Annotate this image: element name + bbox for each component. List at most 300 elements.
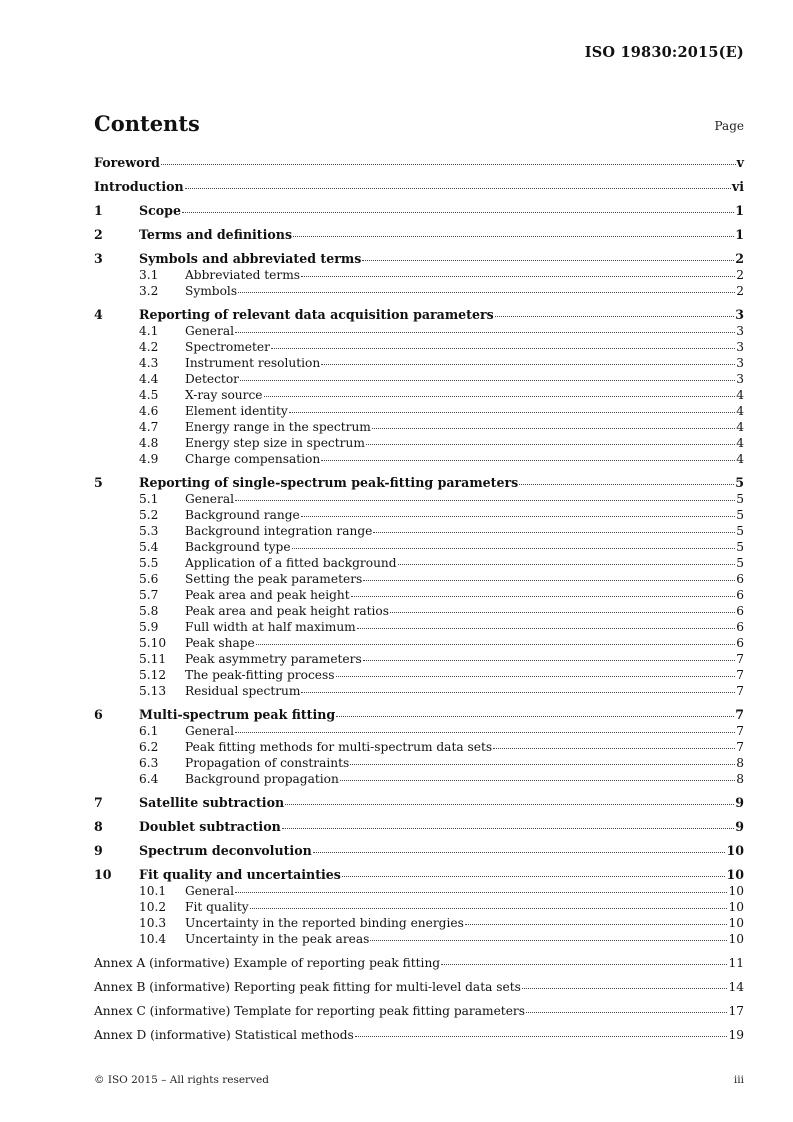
toc-page-number: 3 xyxy=(736,324,744,338)
toc-number-text: 10.4 xyxy=(139,932,167,946)
toc-subentry[interactable] xyxy=(94,267,744,283)
toc-entry-title xyxy=(94,1003,525,1019)
toc-entry-number xyxy=(94,387,185,403)
toc-number-text: 3.2 xyxy=(139,284,159,298)
toc-entry-number xyxy=(94,227,139,243)
toc-number-text: 10.1 xyxy=(139,884,167,898)
toc-entry-number xyxy=(94,475,139,491)
toc-gap xyxy=(94,1019,744,1027)
annex-title: Reporting peak fitting for multi-level data sets xyxy=(233,980,521,994)
toc-page-number: 10 xyxy=(728,916,744,930)
dot-leader xyxy=(519,483,734,485)
toc-page-number: 5 xyxy=(736,556,744,570)
toc-entry-title: Fit quality xyxy=(185,900,249,914)
toc-entry-title: Full width at half maximum xyxy=(185,620,356,634)
dot-leader xyxy=(373,531,735,533)
toc-page-number: 3 xyxy=(736,372,744,386)
toc-entry-number xyxy=(94,667,185,683)
toc-page-number: v xyxy=(736,155,744,170)
dot-leader xyxy=(292,547,736,549)
toc-gap xyxy=(94,859,744,867)
toc-number-text: 4.6 xyxy=(139,404,159,418)
toc-annex-entry[interactable] xyxy=(94,979,744,995)
toc-page-number: 9 xyxy=(735,795,744,810)
toc-page-number: 7 xyxy=(735,707,744,722)
page-number: iii xyxy=(733,1074,744,1086)
toc-entry-title xyxy=(94,1027,354,1043)
dot-leader xyxy=(362,259,734,261)
toc-number-text: 7 xyxy=(94,795,103,810)
toc-entry-number xyxy=(94,795,139,811)
toc-entry-number xyxy=(94,635,185,651)
toc-subentry[interactable] xyxy=(94,931,744,947)
toc-number-text: 5.1 xyxy=(139,492,159,506)
toc-entry-title: Peak shape xyxy=(185,636,255,650)
toc-entry-title: Spectrum deconvolution xyxy=(139,843,312,858)
toc-page-number: 7 xyxy=(736,652,744,666)
toc-entry[interactable] xyxy=(94,203,744,219)
toc-entry-title: Detector xyxy=(185,372,239,386)
toc-number-text: 5.5 xyxy=(139,556,159,570)
toc-page-number: 7 xyxy=(736,740,744,754)
toc-entry-title xyxy=(94,955,440,971)
toc-page-number: 5 xyxy=(736,492,744,506)
toc-number-text: 4.5 xyxy=(139,388,159,402)
toc-entry-number xyxy=(94,435,185,451)
toc-page-number: 3 xyxy=(736,356,744,370)
page-title: Contents xyxy=(94,111,200,136)
annex-informative: (informative) xyxy=(150,1028,231,1042)
dot-leader xyxy=(285,803,734,805)
toc-subentry[interactable] xyxy=(94,683,744,699)
toc-page-number: 4 xyxy=(736,388,744,402)
toc-number-text: 5.8 xyxy=(139,604,159,618)
toc-entry-number xyxy=(94,819,139,835)
toc-entry-number xyxy=(94,755,185,771)
toc-subentry[interactable] xyxy=(94,667,744,683)
toc-entry-number xyxy=(94,899,185,915)
toc-entry[interactable] xyxy=(94,155,744,171)
toc-entry-number xyxy=(94,843,139,859)
toc-subentry[interactable] xyxy=(94,587,744,603)
toc-number-text: 5.6 xyxy=(139,572,159,586)
toc-entry[interactable] xyxy=(94,795,744,811)
dot-leader xyxy=(340,779,735,781)
toc-annex-entry[interactable] xyxy=(94,1003,744,1019)
toc-number-text: 6 xyxy=(94,707,103,722)
toc-entry-number xyxy=(94,371,185,387)
toc-number-text: 10.2 xyxy=(139,900,167,914)
toc-subentry[interactable] xyxy=(94,283,744,299)
toc-number-text: 6.4 xyxy=(139,772,159,786)
toc-number-text: 5.11 xyxy=(139,652,167,666)
toc-entry-number xyxy=(94,419,185,435)
toc-entry-title: General xyxy=(185,324,234,338)
toc-subentry[interactable] xyxy=(94,883,744,899)
toc-number-text: 5.10 xyxy=(139,636,167,650)
toc-entry-number xyxy=(94,251,139,267)
toc-entry-title: Background propagation xyxy=(185,772,339,786)
toc-subentry[interactable] xyxy=(94,915,744,931)
toc-gap xyxy=(94,947,744,955)
toc-entry-number xyxy=(94,491,185,507)
toc-number-text: 8 xyxy=(94,819,103,834)
toc-entry-number xyxy=(94,339,185,355)
toc-number-text: 6.3 xyxy=(139,756,159,770)
dot-leader xyxy=(289,411,735,413)
annex-title: Template for reporting peak fitting parameters xyxy=(234,1004,525,1018)
toc-gap xyxy=(94,243,744,251)
toc-subentry[interactable] xyxy=(94,355,744,371)
toc-subentry[interactable] xyxy=(94,491,744,507)
toc-entry-title: Peak area and peak height xyxy=(185,588,350,602)
toc-entry[interactable] xyxy=(94,819,744,835)
toc-number-text: 6.2 xyxy=(139,740,159,754)
toc-number-text: 4.1 xyxy=(139,324,159,338)
annex-informative: (informative) xyxy=(149,956,230,970)
toc-entry[interactable] xyxy=(94,475,744,491)
dot-leader xyxy=(321,363,735,365)
copyright-notice: © ISO 2015 – All rights reserved xyxy=(94,1074,269,1086)
toc-number-text: 4.3 xyxy=(139,356,159,370)
toc-gap xyxy=(94,195,744,203)
toc-gap xyxy=(94,699,744,707)
toc-page-number: 14 xyxy=(728,980,744,994)
toc-entry-title: Charge compensation xyxy=(185,452,321,466)
toc-entry-number xyxy=(94,931,185,947)
toc-subentry[interactable] xyxy=(94,323,744,339)
toc-entry-title: X-ray source xyxy=(185,388,263,402)
toc-gap xyxy=(94,811,744,819)
toc-entry-title: The peak-fitting process xyxy=(185,668,335,682)
toc-subentry[interactable] xyxy=(94,739,744,755)
toc-entry-number xyxy=(94,267,185,283)
dot-leader xyxy=(336,675,736,677)
document-id: ISO 19830:2015(E) xyxy=(584,44,744,61)
toc-page-number: 7 xyxy=(736,684,744,698)
toc-subentry[interactable] xyxy=(94,651,744,667)
dot-leader xyxy=(398,563,736,565)
dot-leader xyxy=(250,907,728,909)
toc-annex-entry[interactable] xyxy=(94,955,744,971)
toc-number-text: 6.1 xyxy=(139,724,159,738)
dot-leader xyxy=(363,579,735,581)
annex-label: Annex C xyxy=(94,1004,146,1018)
toc-entry-title: Introduction xyxy=(94,179,184,194)
toc-page-number: 6 xyxy=(736,588,744,602)
toc-entry-title: Element identity xyxy=(185,404,288,418)
toc-gap xyxy=(94,467,744,475)
toc-entry-title: Background range xyxy=(185,508,300,522)
toc-page-number: 19 xyxy=(728,1028,744,1042)
dot-leader xyxy=(526,1011,728,1013)
dot-leader xyxy=(235,891,727,893)
toc-annex-entry[interactable] xyxy=(94,1027,744,1043)
toc-entry-number xyxy=(94,771,185,787)
dot-leader xyxy=(351,595,736,597)
toc-entry-title: Uncertainty in the reported binding energies xyxy=(185,916,464,930)
toc-page-number: 1 xyxy=(735,203,744,218)
toc-page-number: 5 xyxy=(736,540,744,554)
toc-entry-number xyxy=(94,651,185,667)
dot-leader xyxy=(321,459,735,461)
toc-page-number: 4 xyxy=(736,404,744,418)
toc-entry-title: Peak asymmetry parameters xyxy=(185,652,362,666)
toc-entry-number xyxy=(94,507,185,523)
toc-subentry[interactable] xyxy=(94,723,744,739)
toc-page-number: 2 xyxy=(736,284,744,298)
annex-title: Example of reporting peak fitting xyxy=(233,956,441,970)
toc-entry[interactable] xyxy=(94,227,744,243)
toc-page-number: 10 xyxy=(726,843,744,858)
toc-subentry[interactable] xyxy=(94,539,744,555)
toc-subentry[interactable] xyxy=(94,523,744,539)
toc-number-text: 4.8 xyxy=(139,436,159,450)
dot-leader xyxy=(264,395,736,397)
toc-entry-number xyxy=(94,539,185,555)
toc-subentry[interactable] xyxy=(94,339,744,355)
toc-page-number: 5 xyxy=(736,524,744,538)
dot-leader xyxy=(235,331,735,333)
toc-number-text: 3 xyxy=(94,251,103,266)
toc-entry-title: Symbols xyxy=(185,284,238,298)
toc-page-number: 5 xyxy=(735,475,744,490)
annex-label: Annex D xyxy=(94,1028,147,1042)
dot-leader xyxy=(161,163,736,165)
toc-entry-title: Background integration range xyxy=(185,524,373,538)
toc-entry-title: Terms and definitions xyxy=(139,227,293,242)
toc-entry-title: Peak area and peak height ratios xyxy=(185,604,390,618)
dot-leader xyxy=(235,731,735,733)
toc-entry-title: General xyxy=(185,884,234,898)
dot-leader xyxy=(342,875,726,877)
dot-leader xyxy=(271,347,735,349)
toc-entry-number xyxy=(94,403,185,419)
toc-page-number: 4 xyxy=(736,452,744,466)
toc-page-number: 7 xyxy=(736,724,744,738)
toc-entry-number xyxy=(94,915,185,931)
toc-subentry[interactable] xyxy=(94,619,744,635)
toc-subentry[interactable] xyxy=(94,435,744,451)
toc-entry[interactable] xyxy=(94,867,744,883)
toc-subentry[interactable] xyxy=(94,507,744,523)
toc-gap xyxy=(94,835,744,843)
toc-entry-title: Background type xyxy=(185,540,291,554)
toc-entry[interactable] xyxy=(94,843,744,859)
toc-entry[interactable] xyxy=(94,307,744,323)
toc-entry-title: Reporting of single-spectrum peak-fitting parameters xyxy=(139,475,519,490)
toc-number-text: 5.12 xyxy=(139,668,167,682)
toc-page-number: 2 xyxy=(735,251,744,266)
toc-entry-title: Satellite subtraction xyxy=(139,795,285,810)
toc-gap xyxy=(94,995,744,1003)
page-column-label: Page xyxy=(714,119,744,133)
annex-informative: (informative) xyxy=(149,980,230,994)
toc-entry-title: Energy range in the spectrum xyxy=(185,420,371,434)
toc-entry-title: Propagation of constraints xyxy=(185,756,350,770)
toc-page-number: 10 xyxy=(726,867,744,882)
toc-entry-number xyxy=(94,867,139,883)
toc-number-text: 5.9 xyxy=(139,620,159,634)
toc-entry-number xyxy=(94,619,185,635)
toc-entry-title: Spectrometer xyxy=(185,340,270,354)
table-of-contents xyxy=(94,155,744,1043)
toc-page-number: 7 xyxy=(736,668,744,682)
toc-entry-title: Symbols and abbreviated terms xyxy=(139,251,362,266)
toc-page-number: 10 xyxy=(728,932,744,946)
toc-page-number: 10 xyxy=(728,884,744,898)
toc-entry-title: Abbreviated terms xyxy=(185,268,301,282)
dot-leader xyxy=(370,939,727,941)
toc-gap xyxy=(94,299,744,307)
toc-entry-number xyxy=(94,523,185,539)
toc-number-text: 5 xyxy=(94,475,103,490)
toc-page-number: 1 xyxy=(735,227,744,242)
dot-leader xyxy=(366,443,735,445)
dot-leader xyxy=(493,747,735,749)
toc-entry-number xyxy=(94,451,185,467)
toc-number-text: 5.7 xyxy=(139,588,159,602)
toc-entry-number xyxy=(94,307,139,323)
toc-entry-number xyxy=(94,603,185,619)
toc-number-text: 4.2 xyxy=(139,340,159,354)
toc-page-number: 6 xyxy=(736,604,744,618)
toc-number-text: 5.4 xyxy=(139,540,159,554)
dot-leader xyxy=(301,275,735,277)
toc-number-text: 5.3 xyxy=(139,524,159,538)
toc-number-text: 5.13 xyxy=(139,684,167,698)
dot-leader xyxy=(301,515,736,517)
toc-number-text: 4.7 xyxy=(139,420,159,434)
toc-entry-title: Residual spectrum xyxy=(185,684,301,698)
toc-page-number: 6 xyxy=(736,636,744,650)
dot-leader xyxy=(238,291,735,293)
toc-entry-title xyxy=(94,979,521,995)
dot-leader xyxy=(185,187,731,189)
toc-gap xyxy=(94,787,744,795)
toc-subentry[interactable] xyxy=(94,635,744,651)
toc-number-text: 1 xyxy=(94,203,103,218)
toc-entry-title: Application of a fitted background xyxy=(185,556,397,570)
toc-subentry[interactable] xyxy=(94,555,744,571)
toc-entry-number xyxy=(94,707,139,723)
toc-page-number: 17 xyxy=(728,1004,744,1018)
toc-subentry[interactable] xyxy=(94,387,744,403)
toc-subentry[interactable] xyxy=(94,451,744,467)
toc-page-number: 2 xyxy=(736,268,744,282)
toc-number-text: 4.4 xyxy=(139,372,159,386)
toc-number-text: 4.9 xyxy=(139,452,159,466)
toc-number-text: 3.1 xyxy=(139,268,159,282)
toc-entry-number xyxy=(94,587,185,603)
toc-entry-title: Energy step size in spectrum xyxy=(185,436,365,450)
toc-entry-number xyxy=(94,683,185,699)
toc-page-number: 3 xyxy=(736,340,744,354)
toc-subentry[interactable] xyxy=(94,571,744,587)
toc-number-text: 5.2 xyxy=(139,508,159,522)
dot-leader xyxy=(441,963,727,965)
dot-leader xyxy=(313,851,726,853)
toc-gap xyxy=(94,971,744,979)
toc-entry[interactable] xyxy=(94,179,744,195)
toc-page-number: 3 xyxy=(735,307,744,322)
toc-page-number: 11 xyxy=(728,956,744,970)
toc-page-number: 6 xyxy=(736,620,744,634)
toc-entry-title: Doublet subtraction xyxy=(139,819,281,834)
toc-entry-title: Uncertainty in the peak areas xyxy=(185,932,370,946)
toc-entry-title: Scope xyxy=(139,203,181,218)
toc-subentry[interactable] xyxy=(94,755,744,771)
dot-leader xyxy=(372,427,735,429)
toc-entry-title: Multi-spectrum peak fitting xyxy=(139,707,336,722)
toc-page-number: 4 xyxy=(736,436,744,450)
toc-entry-number xyxy=(94,739,185,755)
annex-label: Annex A xyxy=(94,956,146,970)
toc-number-text: 10 xyxy=(94,867,112,882)
dot-leader xyxy=(235,499,735,501)
toc-entry-number xyxy=(94,723,185,739)
annex-label: Annex B xyxy=(94,980,146,994)
dot-leader xyxy=(256,643,735,645)
toc-subentry[interactable] xyxy=(94,603,744,619)
toc-subentry[interactable] xyxy=(94,899,744,915)
dot-leader xyxy=(495,315,735,317)
annex-title: Statistical methods xyxy=(234,1028,354,1042)
toc-subentry[interactable] xyxy=(94,371,744,387)
toc-gap xyxy=(94,219,744,227)
dot-leader xyxy=(363,659,736,661)
toc-entry-number xyxy=(94,203,139,219)
toc-entry-number xyxy=(94,355,185,371)
toc-page-number: vi xyxy=(731,179,744,194)
toc-page-number: 10 xyxy=(728,900,744,914)
dot-leader xyxy=(522,987,728,989)
toc-entry-title: Fit quality and uncertainties xyxy=(139,867,341,882)
toc-page-number: 9 xyxy=(735,819,744,834)
toc-subentry[interactable] xyxy=(94,403,744,419)
toc-page-number: 6 xyxy=(736,572,744,586)
toc-entry-title: Instrument resolution xyxy=(185,356,321,370)
toc-page-number: 5 xyxy=(736,508,744,522)
dot-leader xyxy=(357,627,736,629)
dot-leader xyxy=(350,763,735,765)
dot-leader xyxy=(293,235,734,237)
toc-entry-title: Foreword xyxy=(94,155,160,170)
dot-leader xyxy=(301,691,735,693)
dot-leader xyxy=(355,1035,728,1037)
dot-leader xyxy=(336,715,734,717)
toc-entry-title: Setting the peak parameters xyxy=(185,572,363,586)
dot-leader xyxy=(390,611,735,613)
toc-entry-number xyxy=(94,571,185,587)
toc-entry-title: Reporting of relevant data acquisition parameters xyxy=(139,307,494,322)
toc-entry[interactable] xyxy=(94,707,744,723)
toc-page-number: 8 xyxy=(736,756,744,770)
toc-entry[interactable] xyxy=(94,251,744,267)
annex-informative: (informative) xyxy=(149,1004,231,1018)
toc-number-text: 4 xyxy=(94,307,103,322)
toc-gap xyxy=(94,171,744,179)
toc-entry-number xyxy=(94,883,185,899)
toc-number-text: 9 xyxy=(94,843,103,858)
toc-page-number: 4 xyxy=(736,420,744,434)
toc-entry-number xyxy=(94,283,185,299)
toc-number-text: 2 xyxy=(94,227,103,242)
toc-subentry[interactable] xyxy=(94,419,744,435)
toc-entry-number xyxy=(94,323,185,339)
toc-subentry[interactable] xyxy=(94,771,744,787)
toc-entry-number xyxy=(94,555,185,571)
